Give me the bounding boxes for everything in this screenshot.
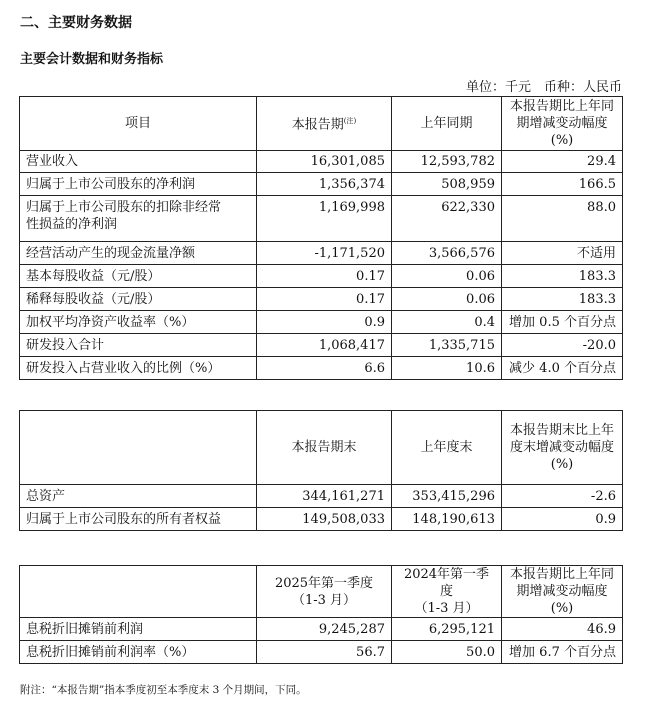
header-current: 本报告期$^{(注)}$ — [257, 97, 392, 151]
header-change: 本报告期比上年同 期增减变动幅度(%) — [502, 97, 623, 151]
table-row: 总资产 344,161,271 353,415,296 -2.6 — [20, 485, 623, 508]
subtitle: 主要会计数据和财务指标 — [20, 52, 164, 67]
header-empty — [20, 566, 257, 618]
table-row: 研发投入合计 1,068,417 1,335,715 -20.0 — [20, 334, 623, 357]
table-row: 基本每股收益（元/股） 0.17 0.06 183.3 — [20, 265, 623, 288]
table-row: 研发投入占营业收入的比例（%） 6.6 10.6 减少 4.0 个百分点 — [20, 357, 623, 380]
header-current: 2025年第一季度 （1-3 月） — [257, 566, 392, 618]
table-header-row — [20, 97, 623, 151]
table-header-row — [20, 411, 623, 485]
header-prior: 上年同期 — [392, 97, 502, 151]
table-row: 息税折旧摊销前利润 9,245,287 6,295,121 46.9 — [20, 618, 623, 641]
balance-table — [19, 410, 623, 531]
header-current: 本报告期末 — [257, 411, 392, 485]
header-item: 项目 — [20, 97, 257, 151]
header-prior: 2024年第一季度 （1-3 月） — [392, 566, 502, 618]
table-row: 稀释每股收益（元/股） 0.17 0.06 183.3 — [20, 288, 623, 311]
header-change: 本报告期末比上年 度末增减变动幅度 (%) — [502, 411, 623, 485]
table-row: 加权平均净资产收益率（%） 0.9 0.4 增加 0.5 个百分点 — [20, 311, 623, 334]
table-header-row — [20, 566, 623, 618]
footnote: 附注：“本报告期”指本季度初至本季度末 3 个月期间，下同。 — [20, 684, 307, 696]
table-row: 息税折旧摊销前利润率（%） 56.7 50.0 增加 6.7 个百分点 — [20, 641, 623, 664]
header-change: 本报告期比上年同 期增减变动幅度(%) — [502, 566, 623, 618]
table-row: 营业收入 16,301,085 12,593,782 29.4 — [20, 151, 623, 173]
ebitda-table — [19, 565, 623, 664]
header-prior: 上年度末 — [392, 411, 502, 485]
table-row: 经营活动产生的现金流量净额 -1,171,520 3,566,576 不适用 — [20, 242, 623, 265]
section-title: 二、主要财务数据 — [20, 15, 132, 31]
main-indicators-table — [19, 96, 623, 380]
table-row: 归属于上市公司股东的扣除非经常 性损益的净利润 1,169,998 622,330 88.0 — [20, 196, 623, 242]
table-row: 归属于上市公司股东的所有者权益 149,508,033 148,190,613 0.9 — [20, 508, 623, 531]
header-empty — [20, 411, 257, 485]
unit-line: 单位：千元 币种：人民币 — [465, 80, 622, 95]
table-row: 归属于上市公司股东的净利润 1,356,374 508,959 166.5 — [20, 173, 623, 196]
